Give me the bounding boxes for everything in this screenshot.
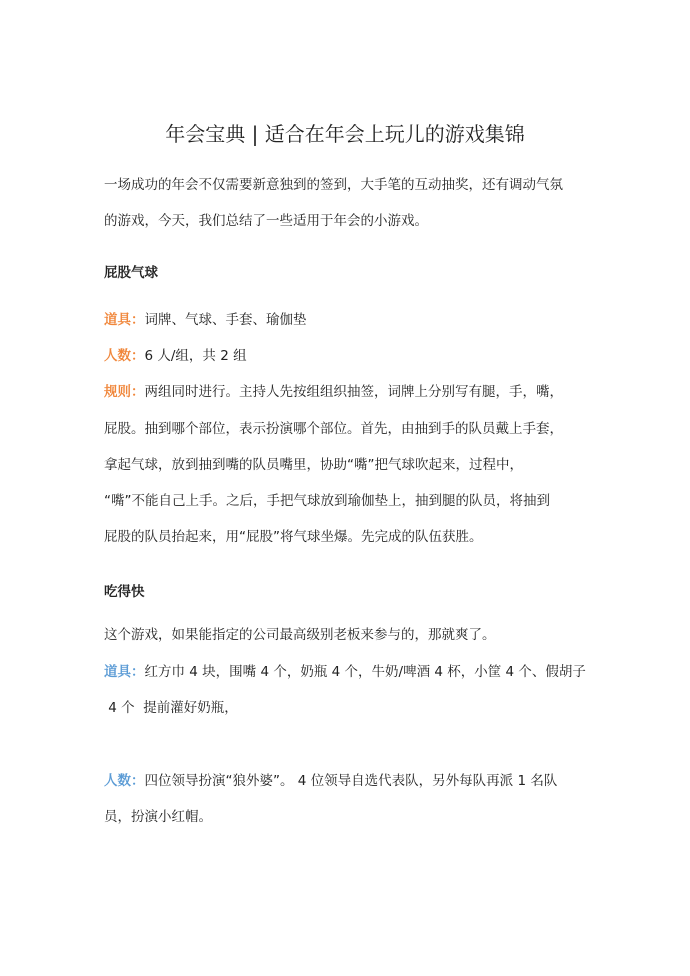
intro-line: 一场成功的年会不仅需要新意独到的签到，大手笔的互动抽奖，还有调动气氛: [104, 177, 563, 193]
section-heading: 屁股气球: [104, 265, 158, 281]
props-label: 道具：: [104, 312, 145, 328]
rules-row: [104, 382, 563, 402]
people-label: 人数：: [104, 773, 145, 789]
props-value: 词牌、气球、手套、瑜伽垫: [144, 312, 307, 328]
people-value: 6 人/组，共 2 组: [144, 348, 247, 364]
rules-label: 规则：: [104, 384, 145, 400]
props-label: 道具：: [104, 664, 145, 680]
people-row: [104, 771, 557, 791]
rules-line: 屁股。抽到哪个部位，表示扮演哪个部位。首先，由抽到手的队员戴上手套，: [104, 421, 563, 437]
people-line: 员，扮演小红帽。: [104, 809, 212, 825]
people-value: 四位领导扮演“狼外婆”。 4 位领导自选代表队，另外每队再派 1 名队: [144, 773, 558, 789]
rules-line: “嘴”不能自己上手。之后，手把气球放到瑜伽垫上，抽到腿的队员，将抽到: [104, 493, 550, 509]
section-heading: 吃得快: [104, 584, 145, 600]
rules-line: 屁股的队员抬起来，用“屁股”将气球坐爆。先完成的队伍获胜。: [104, 529, 483, 545]
intro-line: 的游戏，今天，我们总结了一些适用于年会的小游戏。: [104, 213, 428, 229]
section-intro: 这个游戏，如果能指定的公司最高级别老板来参与的，那就爽了。: [104, 627, 496, 643]
page-title: 年会宝典 | 适合在年会上玩儿的游戏集锦: [165, 122, 525, 146]
rules-text: 两组同时进行。主持人先按组组织抽签，词牌上分别写有腿，手，嘴，: [144, 384, 563, 400]
props-row: [104, 310, 307, 330]
props-row: [104, 662, 586, 682]
props-value: 红方巾 4 块，围嘴 4 个，奶瓶 4 个，牛奶/啤酒 4 杯，小筐 4 个、假胡子: [144, 664, 586, 680]
rules-line: 拿起气球，放到抽到嘴的队员嘴里，协助“嘴”把气球吹起来，过程中，: [104, 457, 523, 473]
people-row: [104, 346, 247, 366]
people-label: 人数：: [104, 348, 145, 364]
props-line: 4 个 提前灌好奶瓶，: [104, 700, 238, 716]
